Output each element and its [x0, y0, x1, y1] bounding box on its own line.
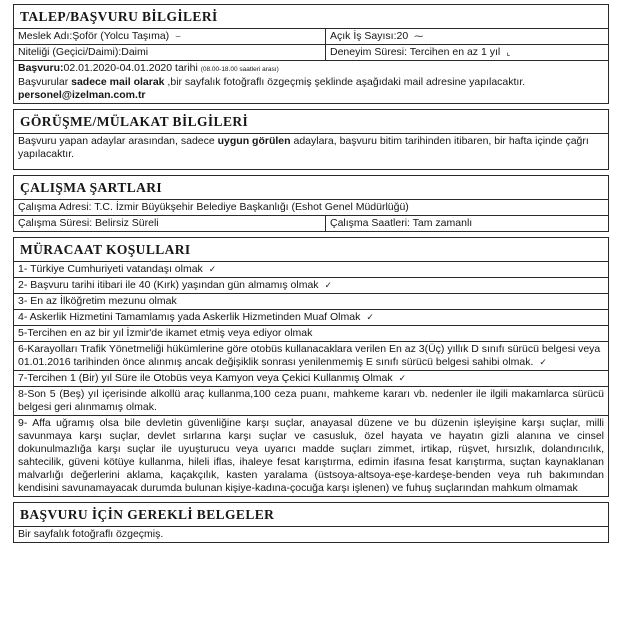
requirement-8 — [13, 387, 609, 416]
requirement-text: 2- Başvuru tarihi itibari ile 40 (Kırk) yaşından gün almamış olmak — [18, 279, 319, 291]
open-positions: Açık İş Sayısı:20 — [330, 30, 409, 42]
row-job-openings — [13, 29, 609, 45]
requirement-6 — [13, 342, 609, 371]
application-date-line — [18, 62, 604, 76]
application-method-line — [18, 76, 604, 89]
handwritten-check-mark: ✓ — [398, 373, 407, 383]
method-text-pre: Başvurular — [18, 76, 72, 88]
handwritten-check-mark: ✓ — [539, 357, 547, 367]
row-duration-hours — [13, 216, 609, 232]
requirement-4 — [13, 310, 609, 326]
section-title-required-documents: BAŞVURU İÇİN GEREKLİ BELGELER — [13, 502, 609, 527]
job-name-cell — [14, 29, 326, 44]
requirement-text: 7-Tercihen 1 (Bir) yıl Süre ile Otobüs veya Kamyon veya Çekici Kullanmış Olmak — [18, 372, 393, 384]
job-posting-document — [13, 4, 609, 543]
method-text-post: ,bir sayfalık fotoğraflı özgeçmiş şeklinde aşağıdaki mail adresine yapılacaktır. — [164, 76, 526, 88]
requirement-text: 4- Askerlik Hizmetini Tamamlamış yada Askerlik Hizmetinden Muaf Olmak — [18, 311, 361, 323]
application-email[interactable] — [18, 89, 604, 102]
experience-cell — [326, 45, 608, 60]
row-quality-trial — [13, 45, 609, 61]
handwritten-check-mark: ✓ — [324, 280, 333, 290]
section-title-working-conditions: ÇALIŞMA ŞARTLARI — [13, 175, 609, 200]
requirement-2 — [13, 278, 609, 294]
requirement-1 — [13, 262, 609, 278]
requirement-text: 9- Affa uğramış olsa bile devletin güvenliğine karşı suçlar, anayasal düzene ve bu düzenin işleyişine karşı suçlar, milli savunmaya karşı suçlar, devlet sırlarına karşı suçlar ve casusluk, özel hayata ve hayatın gizli alanına ve cinsel dokunulmazlığa karşı suçlar ile uyuşturucu veya uyarıcı madde suçları zimmet, irtikap, rüşvet, hırsızlık, dolandırıcılık, sahtecilik, güveni kötüye kullanma, hileli iflas, ihaleye fesat karıştırma, edimin ifasına fesat karıştırma, suçtan kaynaklanan malvarlığı değerlerini aklama, kaçakçılık, kasten yaralama (üstsoya-altsoya-eşe-kardeşe-benden veya ruh bakımından kendisini savunamayacak durumda bulunan kişiye-kadına-çocuğa karşı işlenen) ve fuhuş suçlarından mahkum olmamak — [18, 417, 604, 494]
job-name: Meslek Adı:Şoför (Yolcu Taşıma) — [18, 30, 170, 42]
handwritten-check-mark: ⌣ — [175, 31, 182, 41]
requirement-5 — [13, 326, 609, 342]
work-address: Çalışma Adresi: T.C. İzmir Büyükşehir Belediye Başkanlığı (Eshot Genel Müdürlüğü) — [13, 200, 609, 216]
method-text-bold: sadece mail olarak — [71, 76, 165, 88]
requirement-text: 6-Karayolları Trafik Yönetmeliği hükümlerine göre otobüs kullanacaklara verilen En az 3(Üç) yıllık D sınıfı sürücü belgesi veya 01.01.2016 tarihinden önce alınmış ancak değişiklik sonrası yenilenmemiş E sınıfı sürücü belgesi sahibi olmak. — [18, 343, 601, 368]
job-quality: Niteliği (Geçici/Daimi):Daimi — [18, 46, 149, 58]
requirement-7 — [13, 371, 609, 387]
section-title-application-info: TALEP/BAŞVURU BİLGİLERİ — [13, 4, 609, 29]
requirement-9 — [13, 416, 609, 497]
requirement-text: 3- En az İlköğretim mezunu olmak — [18, 295, 177, 307]
handwritten-check-mark: ✓ — [366, 312, 374, 322]
experience-duration: Deneyim Süresi: Tercihen en az 1 yıl — [330, 46, 501, 58]
requirement-text: 8-Son 5 (Beş) yıl içerisinde alkollü araç kullanma,100 ceza puanı, mahkeme kararı vb. nedenler ile ilgili makamlarca sürücü belgesi geri alınmamış olmak. — [18, 388, 604, 413]
application-hours: (08.00-18.00 saatleri arası) — [200, 66, 279, 73]
handwritten-check-mark: ✓ — [208, 264, 217, 274]
application-date: 02.01.2020-04.01.2020 tarihi — [63, 62, 198, 74]
interview-text-post: adaylara, başvuru bitim tarihinden itibaren, bir hafta içinde çağrı yapılacaktır. — [18, 135, 589, 160]
section-title-application-requirements: MÜRACAAT KOŞULLARI — [13, 237, 609, 262]
work-hours: Çalışma Saatleri: Tam zamanlı — [330, 217, 473, 229]
requirement-text: 1- Türkiye Cumhuriyeti vatandaşı olmak — [18, 263, 203, 275]
requirement-text: 5-Tercihen en az bir yıl İzmir'de ikamet etmiş veya ediyor olmak — [18, 327, 313, 339]
interview-text-pre: Başvuru yapan adaylar arasından, sadece — [18, 135, 218, 147]
handwritten-check-mark: ⌞ — [506, 47, 511, 57]
required-document: Bir sayfalık fotoğraflı özgeçmiş. — [13, 527, 609, 543]
interview-text-bold: uygun görülen — [217, 135, 291, 147]
section-title-interview-info: GÖRÜŞME/MÜLAKAT BİLGİLERİ — [13, 109, 609, 134]
application-details — [13, 61, 609, 104]
interview-text — [13, 134, 609, 170]
open-positions-cell — [326, 29, 608, 44]
application-date-label: Başvuru: — [18, 62, 64, 74]
quality-cell — [14, 45, 326, 60]
email-address[interactable]: personel@izelman.com.tr — [18, 89, 146, 101]
requirement-3 — [13, 294, 609, 310]
work-duration: Çalışma Süresi: Belirsiz Süreli — [14, 216, 326, 231]
handwritten-check-mark: ⁓ — [414, 31, 424, 41]
